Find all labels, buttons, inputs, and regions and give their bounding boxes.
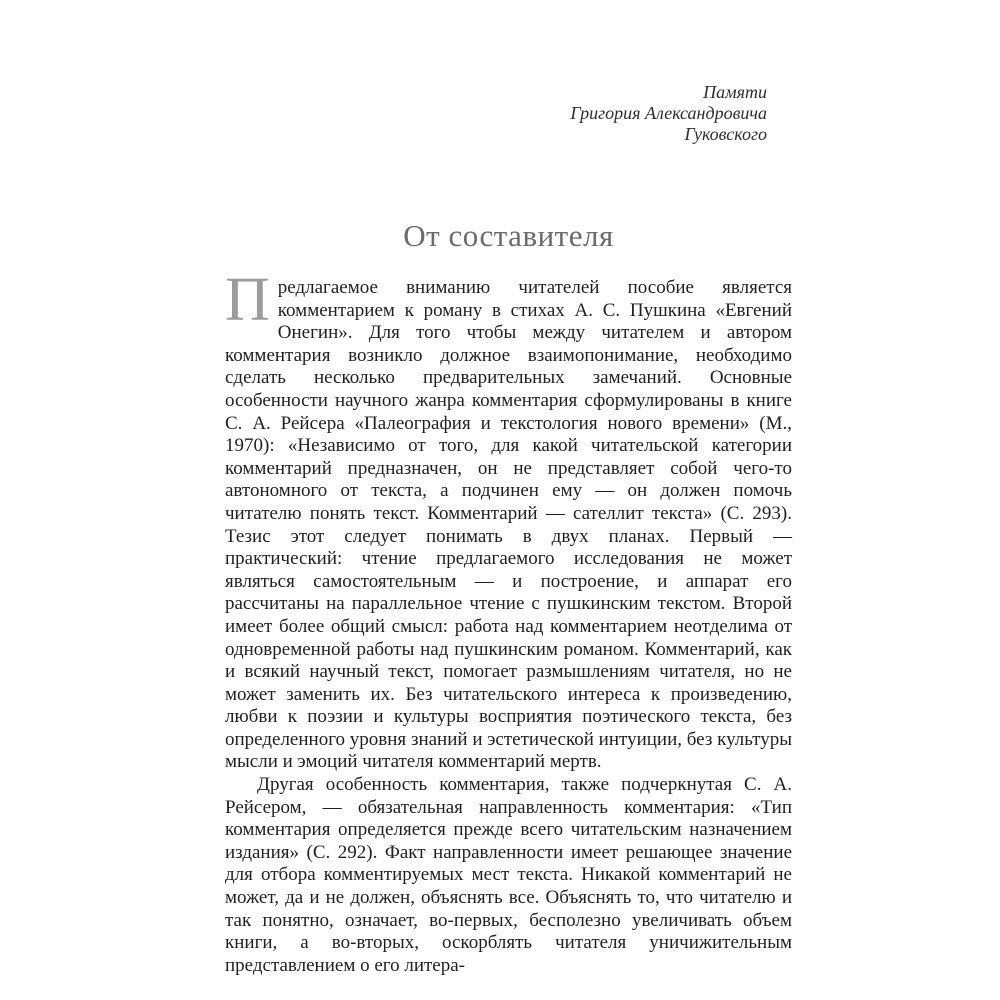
paragraph-1-text: редлагаемое вниманию читателей пособие является комментарием к роману в стихах А. С. Пушкина «Евгений Онегин». Для того чтобы между читателем и автором комментария возникло должное взаимопонимание, необходимо сделать несколько предварительных замечаний. Основные особенности научного жанра комментария сформулированы в книге С. А. Рейсера «Палеография и текстология нового времени» (М., 1970): «Независимо от того, для какой читательской категории комментарий предназначен, он не представляет собой чего-то автономного от текста, а подчинен ему — он должен помочь читателю понять текст. Комментарий — сателлит текста» (С. 293). Тезис этот следует понимать в двух планах. Первый — практический: чтение предлагаемого исследования не может являться самостоятельным — и построение, и аппарат его рассчитаны на параллельное чтение с пушкинским текстом. Второй имеет более общий смысл: работа над комментарием неотделима от одновременной работы над пушкинским романом. Комментарий, как и всякий научный текст, помогает размышлениям читателя, но не может заменить их. Без читательского интереса к произведению, любви к поэзии и культуры восприятия поэтического текста, без определенного уровня знаний и эстетической интуиции, без культуры мысли и эмоций читателя комментарий мертв. [225,277,792,773]
dedication-line-2: Григория Александровича [570,103,767,123]
dedication-line-3: Гуковского [684,124,767,144]
dedication [570,82,767,145]
chapter-title: От составителя [403,218,614,253]
paragraph-2: Другая особенность комментария, также подчеркнутая С. А. Рейсером, — обязательная направленность комментария: «Тип комментария определяется прежде всего читательским назначением издания» (С. 292). Факт направленности имеет решающее значение для отбора комментируемых мест текста. Никакой комментарий не может, да и не должен, объяснять все. Объяснять то, что читателю и так понятно, означает, во-первых, бесполезно увеличивать объем книги, а во-вторых, оскорблять читателя уничижительным представлением о его литера- [225,774,792,976]
dropcap-letter: П [225,266,270,334]
dedication-line-1: Памяти [703,82,767,102]
body-text [225,266,792,977]
paragraph-1 [225,266,792,774]
